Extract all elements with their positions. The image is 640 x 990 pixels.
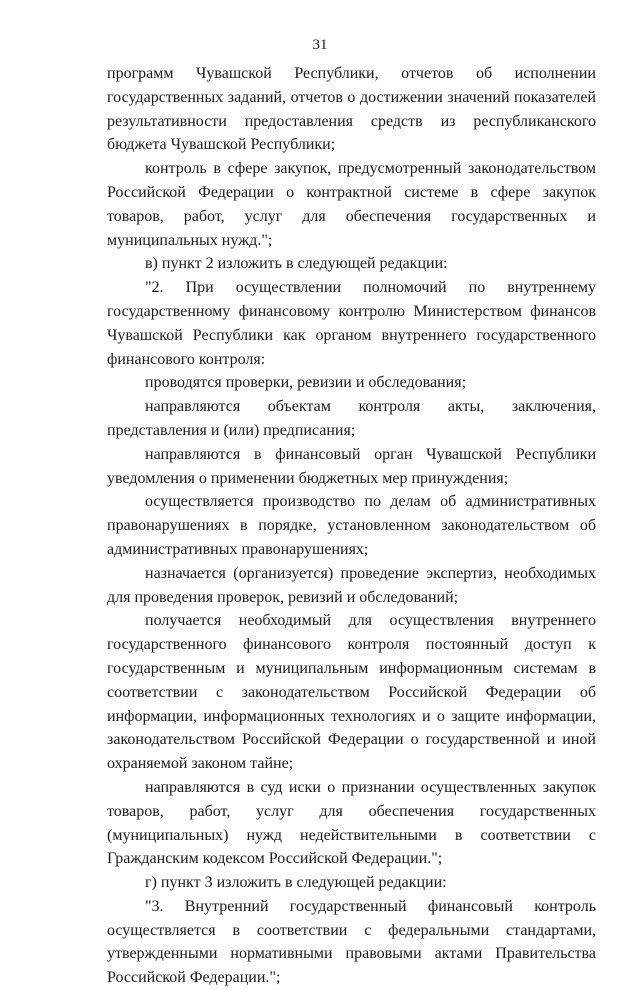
paragraph: осуществляется производство по делам об административных правонарушениях в порядке, установленном законодательством об административных правонарушениях; <box>107 493 596 558</box>
paragraph: "3. Внутренний государственный финансовый контроль осуществляется в соответствии с федеральными стандартами, утвержденными нормативными правовыми актами Правительства Российской Федерации."; <box>107 897 596 987</box>
paragraph: направляются объектам контроля акты, заключения, представления и (или) предписания; <box>107 398 596 439</box>
paragraph: в) пункт 2 изложить в следующей редакции: <box>145 255 448 273</box>
paragraph: "2. При осуществлении полномочий по внутреннему государственному финансовому контролю Министерством финансов Чувашской Республики как органом внутреннего государственного финансового контроля: <box>107 279 596 368</box>
paragraph: программ Чувашской Республики, отчетов об исполнении государственных заданий, отчетов о достижении значений показателей результативности предоставления средств из республиканского бюджета Чувашской Республики; <box>107 65 596 154</box>
paragraph: назначается (организуется) проведение экспертиз, необходимых для проведения проверок, ревизий и обследований; <box>107 564 596 606</box>
paragraph: направляются в финансовый орган Чувашской Республики уведомления о применении бюджетных мер принуждения; <box>107 445 596 487</box>
paragraph: получается необходимый для осуществления внутреннего государственного финансового контроля постоянный доступ к государственным и муниципальным информационным системам в соответствии с законодательством Российской Федерации об информации, информационных технологиях и о защите информации, законодательством Российской Федерации о государственной и иной охраняемой законом тайне; <box>107 612 596 773</box>
paragraph: проводятся проверки, ревизии и обследования; <box>145 374 467 392</box>
paragraph: контроль в сфере закупок, предусмотренный законодательством Российской Федерации о контрактной системе в сфере закупок товаров, работ, услуг для обеспечения государственных и муниципальных нужд."; <box>107 160 596 249</box>
paragraph: направляются в суд иски о признании осуществленных закупок товаров, работ, услуг для обеспечения государственных (муниципальных) нужд недействительными в соответствии с Гражданским кодексом Российской Федерации."; <box>107 778 596 868</box>
page-number: 31 <box>312 37 328 53</box>
paragraph: г) пункт 3 изложить в следующей редакции: <box>145 874 447 892</box>
document-body <box>107 62 596 990</box>
